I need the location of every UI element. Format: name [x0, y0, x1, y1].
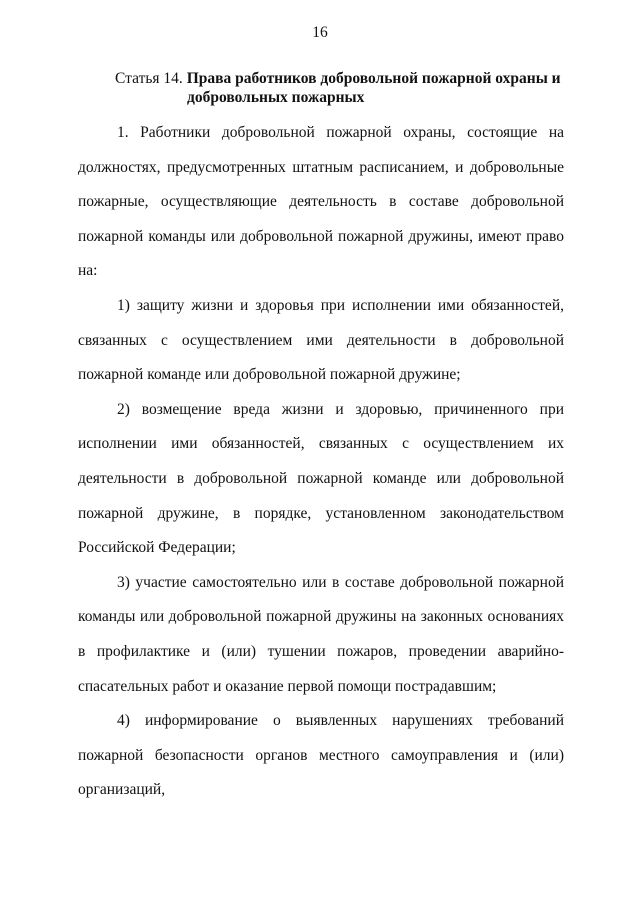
paragraph-item-4: 4) информирование о выявленных нарушениях требований пожарной безопасности органов местного самоуправления и (или) организаций, [78, 712, 564, 799]
paragraph-item-2: 2) возмещение вреда жизни и здоровью, причиненного при исполнении ими обязанностей, связанных с осуществлением их деятельности в добровольной пожарной команде или добровольной пожарной дружине, в порядке, установленном законодательством Российской Федерации; [78, 400, 564, 557]
paragraph-1: 1. Работники добровольной пожарной охраны, состоящие на должностях, предусмотренных штатным расписанием, и добровольные пожарные, осуществляющие деятельность в составе добровольной пожарной команды или добровольной пожарной дружины, имеют право на: [78, 124, 564, 280]
page-number: 16 [312, 24, 328, 41]
article-body [78, 116, 564, 808]
article-title [115, 69, 585, 107]
article-heading-line1: Права работников добровольной пожарной охраны и [186, 70, 561, 87]
paragraph-item-1: 1) защиту жизни и здоровья при исполнении ими обязанностей, связанных с осуществлением ими деятельности в добровольной пожарной команде или добровольной пожарной дружине; [78, 296, 564, 384]
article-label: Статья 14. [115, 70, 183, 87]
paragraph-item-3: 3) участие самостоятельно или в составе добровольной пожарной команды или добровольной пожарной дружины на законных основаниях в профилактике и (или) тушении пожаров, проведении аварийно-спасательных работ и оказание первой помощи пострадавшим; [78, 573, 564, 695]
article-heading-line2: добровольных пожарных [187, 89, 365, 106]
